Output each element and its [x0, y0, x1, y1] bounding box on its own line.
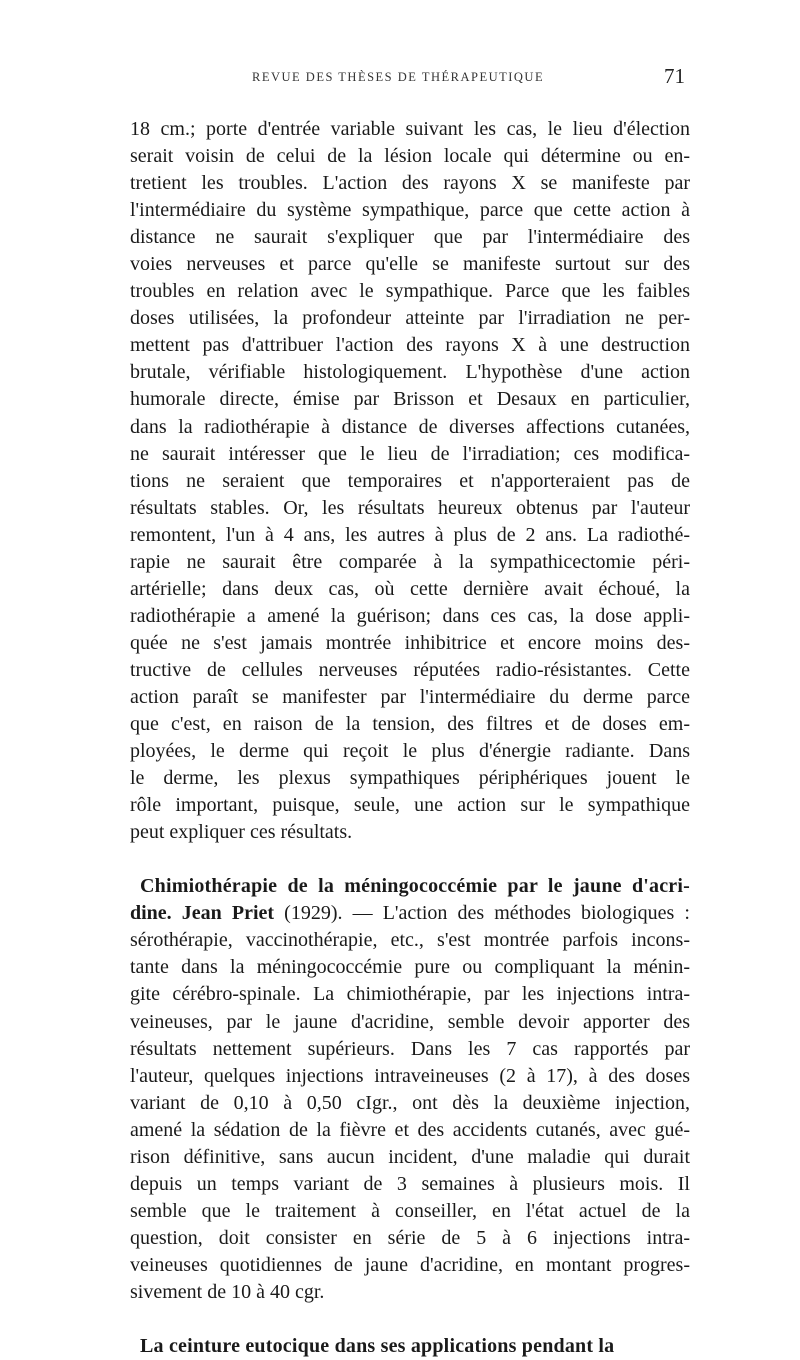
- text-line: sérothérapie, vaccinothérapie, etc., s'est montrée parfois incons-: [130, 929, 690, 952]
- text-line: le derme, les plexus sympathiques périphériques jouent le: [130, 767, 690, 790]
- paragraph-gap: [130, 1306, 690, 1333]
- section-title-author: dine. Jean Priet: [130, 902, 275, 925]
- text-line: artérielle; dans deux cas, où cette dernière avait échoué, la: [130, 577, 690, 600]
- text-line: quée ne s'est jamais montrée inhibitrice et encore moins des-: [130, 631, 690, 654]
- text-line: amené la sédation de la fièvre et des accidents cutanés, avec gué-: [130, 1118, 690, 1141]
- text-line: humorale directe, émise par Brisson et Desaux en particulier,: [130, 388, 690, 411]
- text-line: que c'est, en raison de la tension, des filtres et de doses em-: [130, 713, 690, 736]
- body-text: [130, 116, 690, 1360]
- text-line: tructive de cellules nerveuses réputées radio-résistantes. Cette: [130, 658, 690, 681]
- text-line: sivement de 10 à 40 cgr.: [130, 1280, 325, 1303]
- text-line: brutale, vérifiable histologiquement. L'hypothèse d'une action: [130, 361, 690, 384]
- text-line: mettent pas d'attribuer l'action des rayons X à une destruction: [130, 334, 690, 357]
- section-title: Chimiothérapie de la méningococcémie par le jaune d'acri-: [140, 875, 690, 898]
- text-line: rison définitive, sans aucun incident, d'une maladie qui durait: [130, 1145, 690, 1168]
- text-line: rôle important, puisque, seule, une action sur le sympathique: [130, 794, 690, 817]
- text-line: rapie ne saurait être comparée à la sympathicectomie péri-: [130, 550, 690, 573]
- text-line: l'intermédiaire du système sympathique, parce que cette action à: [130, 199, 690, 222]
- paragraph-chimiotherapie: [130, 927, 690, 1306]
- text-line: depuis un temps variant de 3 semaines à plusieurs mois. Il: [130, 1172, 690, 1195]
- text-line: veineuses quotidiennes de jaune d'acridine, en montant progres-: [130, 1253, 690, 1276]
- text-line: tretient les troubles. L'action des rayons X se manifeste par: [130, 172, 690, 195]
- text-line: radiothérapie a amené la guérison; dans ces cas, la dose appli-: [130, 604, 690, 627]
- text-line: gite cérébro-spinale. La chimiothérapie, par les injections intra-: [130, 983, 690, 1006]
- paragraph-gap: [130, 846, 690, 873]
- section-title-continued: [130, 900, 690, 927]
- text-line: dans la radiothérapie à distance de diverses affections cutanées,: [130, 415, 690, 438]
- text-line: question, doit consister en série de 5 à 6 injections intra-: [130, 1226, 690, 1249]
- running-head: REVUE DES THÈSES DE THÉRAPEUTIQUE: [252, 70, 545, 84]
- section-title-date: (1929). — L'action des méthodes biologiques :: [274, 902, 690, 925]
- text-line: veineuses, par le jaune d'acridine, semble devoir apporter des: [130, 1010, 690, 1033]
- section-title-ceinture: La ceinture eutocique dans ses applications pendant la: [140, 1335, 615, 1358]
- text-line: variant de 0,10 à 0,50 cIgr., ont dès la deuxième injection,: [130, 1091, 690, 1114]
- text-line: doses utilisées, la profondeur atteinte par l'irradiation ne per-: [130, 307, 690, 330]
- text-line: semble que le traitement à conseiller, en l'état actuel de la: [130, 1199, 690, 1222]
- text-line: serait voisin de celui de la lésion locale qui détermine ou en-: [130, 145, 690, 168]
- page-number: 71: [664, 64, 685, 88]
- text-line: distance ne saurait s'expliquer que par l'intermédiaire des: [130, 226, 690, 249]
- text-line: ployées, le derme qui reçoit le plus d'énergie radiante. Dans: [130, 740, 690, 763]
- text-line: l'auteur, quelques injections intraveineuses (2 à 17), à des doses: [130, 1064, 690, 1087]
- section-chimiotherapie: [130, 873, 690, 1306]
- text-line: voies nerveuses et parce qu'elle se manifeste surtout sur des: [130, 253, 690, 276]
- paragraph-radiotherapy: [130, 116, 690, 846]
- text-line: tions ne seraient que temporaires et n'apporteraient pas de: [130, 469, 690, 492]
- text-line: troubles en relation avec le sympathique. Parce que les faibles: [130, 280, 690, 303]
- text-line: tante dans la méningococcémie pure ou compliquant la ménin-: [130, 956, 690, 979]
- text-line: ne saurait intéresser que le lieu de l'irradiation; ces modifica-: [130, 442, 690, 465]
- text-line: peut expliquer ces résultats.: [130, 821, 353, 844]
- text-line: 18 cm.; porte d'entrée variable suivant les cas, le lieu d'élection: [130, 118, 690, 140]
- text-line: résultats stables. Or, les résultats heureux obtenus par l'auteur: [130, 496, 690, 519]
- text-line: action paraît se manifester par l'intermédiaire du derme parce: [130, 685, 690, 708]
- text-line: résultats nettement supérieurs. Dans les 7 cas rapportés par: [130, 1037, 690, 1060]
- text-line: remontent, l'un à 4 ans, les autres à plus de 2 ans. La radiothé-: [130, 523, 690, 546]
